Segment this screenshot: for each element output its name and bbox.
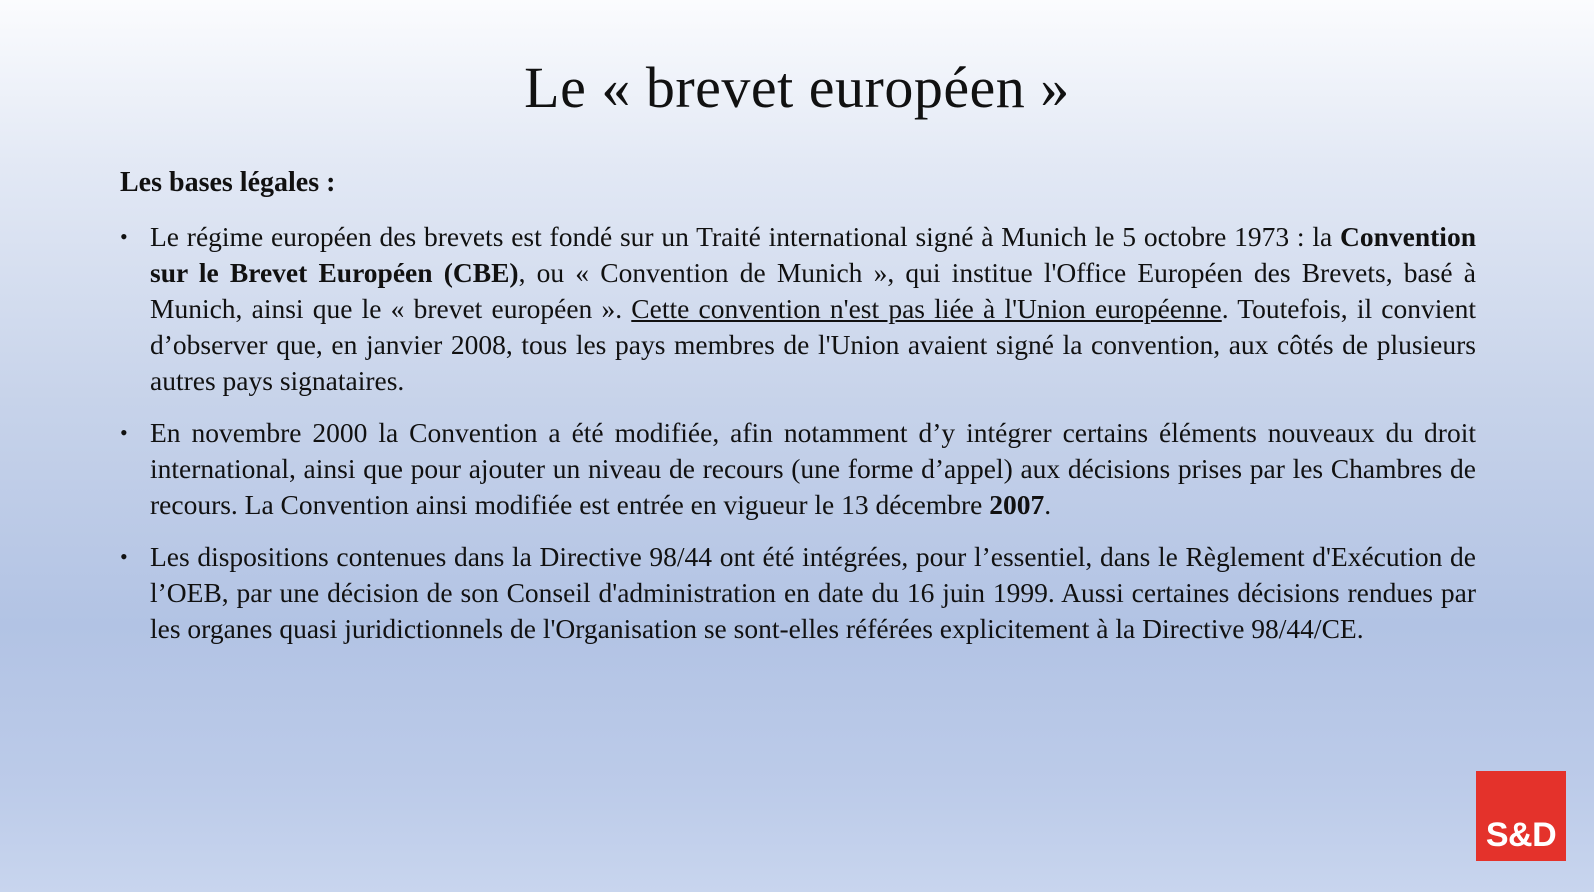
year-text: 2007 [989, 489, 1045, 520]
bullet-text: Les dispositions contenues dans la Directive 98/44 ont été intégrées, pour l’essentiel, dans le Règlement d'Exécution de l’OEB, par une décision de son Conseil d'administration en date du 16 juin 1999. Aussi certaines décisions rendues par les organes quasi juridictionnels de l'Organisation se sont-elles référées explicitement à la Directive 98/44/CE. [150, 541, 1476, 644]
bullet-item-cbe [120, 219, 1476, 399]
sd-logo [1476, 771, 1566, 861]
bullet-text: Le régime européen des brevets est fondé sur un Traité international signé à Munich le 5 octobre 1973 : la [150, 221, 1340, 252]
section-heading: Les bases légales : [120, 167, 336, 198]
emphasis-text: Cette convention n'est pas liée à l'Union européenne [631, 293, 1222, 324]
bullet-item-modification [120, 415, 1476, 523]
bullet-text: En novembre 2000 la Convention a été modifiée, afin notamment d’y intégrer certains éléments nouveaux du droit international, ainsi que pour ajouter un niveau de recours (une forme d’appel) aux décisions prises par les Chambres de recours. La Convention ainsi modifiée est entrée en vigueur le 13 décembre [150, 417, 1476, 520]
bullet-text: . Toutefois, il convient d’observer que, en janvier 2008, tous les pays membres de l'Union avaient signé la convention, aux côtés de plusieurs autres pays signataires. [150, 293, 1476, 396]
slide-content [120, 165, 1476, 663]
convention-name: Convention sur le Brevet Européen (CBE) [150, 221, 1476, 288]
slide-title: Le « brevet européen » [524, 55, 1070, 120]
bullet-icon: • [120, 544, 128, 569]
bullet-text: . [1044, 489, 1052, 520]
bullet-text: , ou « Convention de Munich », qui institue l'Office Européen des Brevets, basé à Munich, ainsi que le « brevet européen ». [150, 257, 1476, 324]
logo-text: S&D [1485, 816, 1557, 854]
bullet-item-directive [120, 539, 1476, 647]
bullet-list [120, 219, 1476, 647]
bullet-icon: • [120, 420, 128, 445]
bullet-icon: • [120, 224, 128, 249]
